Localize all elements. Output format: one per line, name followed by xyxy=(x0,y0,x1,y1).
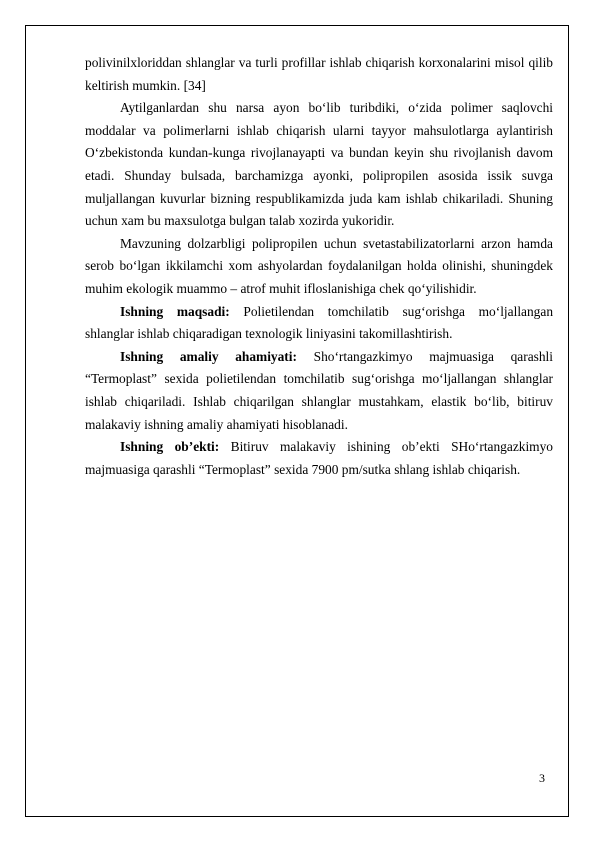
paragraph-text: Sho‘rtangazkimyo majmuasiga qarashli “Termoplast” sexida polietilendan tomchilatib sug‘orishga mo‘ljallangan shlanglar ishlab chiqariladi. Ishlab chiqarilgan shlanglar mustahkam, elastik bo‘lib, bitiruv malakaviy ishning amaliy ahamiyati hisoblanadi. xyxy=(85,348,553,432)
paragraph-text: Mavzuning dolzarbligi polipropilen uchun svetastabilizatorlarni arzon hamda serob bo‘lgan ikkilamchi xom ashyolardan foydalanilgan holda olinishi, shuningdek muhim ekologik muammo – atrof muhit ifloslanishiga chek qo‘yilishidir. xyxy=(85,235,553,296)
document-body xyxy=(85,52,553,481)
paragraph-text: Polietilendan tomchilatib sug‘orishga mo‘ljallangan shlanglar ishlab chiqaradigan texnologik liniyasini takomillashtirish. xyxy=(85,303,554,342)
paragraph-intro-continuation xyxy=(85,52,553,97)
paragraph-lead-goal: Ishning maqsadi: xyxy=(120,303,230,319)
paragraph-lead-object: Ishning ob’ekti: xyxy=(120,439,220,455)
paragraph-relevance xyxy=(85,233,553,301)
paragraph-goal xyxy=(85,301,553,346)
paragraph-practical-importance xyxy=(85,346,553,436)
page-number: 3 xyxy=(539,771,545,785)
paragraph-text: Bitiruv malakaviy ishining ob’ekti SHo‘rtangazkimyo majmuasiga qarashli “Termoplast” sexida 7900 pm/sutka shlang ishlab chiqarish. xyxy=(85,439,553,477)
paragraph-text: polivinilxloriddan shlanglar va turli profillar ishlab chiqarish korxonalarini misol qilib keltirish mumkin. [34] xyxy=(85,55,553,93)
paragraph-development xyxy=(85,97,553,233)
paragraph-text: Aytilganlardan shu narsa ayon bo‘lib turibdiki, o‘zida polimer saqlovchi moddalar va polimerlarni ishlab chiqarish ularni tayyor mahsulotlarga aylantirish O‘zbekistonda kundan-kunga rivojlanayapti va bundan keyin shu rivojlanish davom etadi. Shunday bulsada, barchamizga ayonki, polipropilen asosida issik suvga muljallangan kuvurlar bizning respublikamizda juda kam ishlab chikariladi. Shuning uchun xam bu maxsulotga bulgan talab xozirda yukoridir. xyxy=(85,100,553,229)
paragraph-object xyxy=(85,436,553,481)
paragraph-lead-practical: Ishning amaliy ahamiyati: xyxy=(120,348,297,364)
